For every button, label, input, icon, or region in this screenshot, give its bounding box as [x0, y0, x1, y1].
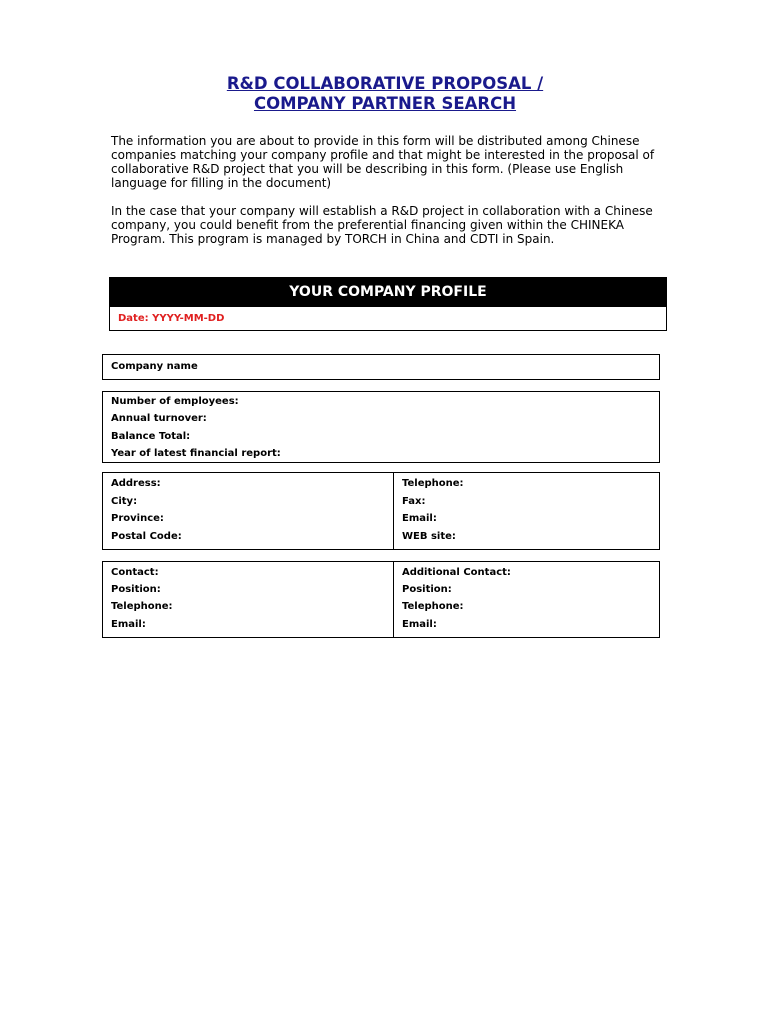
additional-contact-column[interactable] [393, 562, 659, 637]
company-name-label: Company name [111, 361, 198, 372]
company-profile-section [109, 277, 667, 331]
title-line-1: R&D COLLABORATIVE PROPOSAL / [226, 74, 544, 93]
additional-email-label: Email: [402, 619, 437, 630]
email-label: Email: [402, 513, 437, 524]
date-field[interactable]: Date: YYYY-MM-DD [118, 313, 225, 324]
province-label: Province: [111, 513, 164, 524]
intro-paragraph-2: In the case that your company will establish a R&D project in collaboration with a Chinese company, you could benefit from the preferential financing given within the CHINEKA Program. This program is managed by TORCH in China and CDTI in Spain. [111, 204, 653, 246]
additional-contact-label: Additional Contact: [402, 567, 511, 578]
telephone-label: Telephone: [402, 478, 464, 489]
contact-telephone-label: Telephone: [111, 601, 173, 612]
additional-position-label: Position: [402, 584, 452, 595]
contact-box [102, 561, 660, 638]
intro-paragraph-1: The information you are about to provide in this form will be distributed among Chinese companies matching your company profile and that might be interested in the proposal of collaborative R&D project that you will be describing in this form. (Please use English language for filling in the document) [111, 134, 655, 190]
contact-column[interactable] [103, 562, 393, 637]
balance-label: Balance Total: [111, 431, 191, 442]
address-column[interactable] [103, 473, 393, 549]
document-title [0, 74, 770, 114]
web-site-label: WEB site: [402, 531, 456, 542]
address-label: Address: [111, 478, 161, 489]
financial-info-box[interactable] [102, 391, 660, 463]
position-label: Position: [111, 584, 161, 595]
contact-email-label: Email: [111, 619, 146, 630]
company-profile-header: YOUR COMPANY PROFILE [110, 278, 666, 307]
turnover-label: Annual turnover: [111, 413, 207, 424]
contact-label: Contact: [111, 567, 159, 578]
city-label: City: [111, 496, 138, 507]
postal-code-label: Postal Code: [111, 531, 182, 542]
employees-label: Number of employees: [111, 396, 239, 407]
fax-label: Fax: [402, 496, 426, 507]
year-report-label: Year of latest financial report: [111, 448, 281, 459]
company-name-box[interactable] [102, 354, 660, 380]
phone-column[interactable] [393, 473, 659, 549]
title-line-2: COMPANY PARTNER SEARCH [253, 94, 517, 113]
address-box [102, 472, 660, 550]
additional-telephone-label: Telephone: [402, 601, 464, 612]
